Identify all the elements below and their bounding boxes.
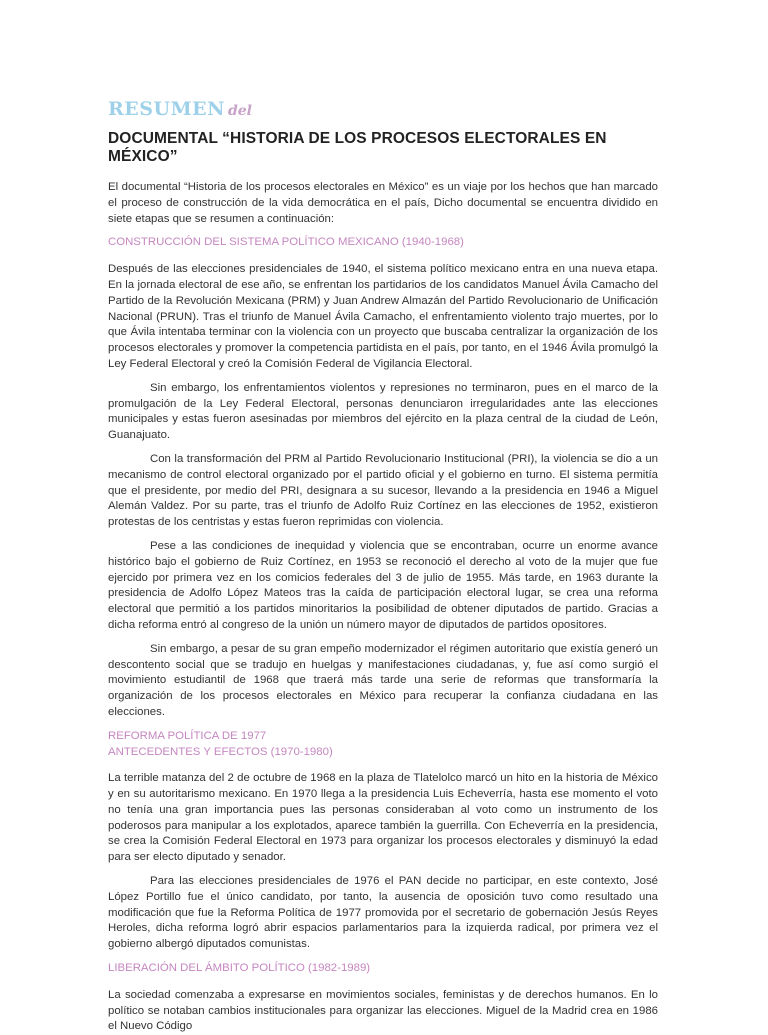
section-heading-3: LIBERACIÓN DEL ÁMBITO POLÍTICO (1982-1989) xyxy=(108,962,371,975)
section-heading-2-title: REFORMA POLÍTICA DE 1977 xyxy=(108,729,267,742)
paragraph: La terrible matanza del 2 de octubre de 1968 en la plaza de Tlatelolco marcó un hito en la historia de México y en su autoritarismo mexicano. En 1970 llega a la presidencia Luis Echeverría, hasta ese momento el voto no tenía una gran importancia pues las personas consideraban al voto como un instrumento de los poderosos para manipular a los explotados, aparece también la guerrilla. Con Echeverría en la presidencia, se crea la Comisión Federal Electoral en 1973 para organizar los procesos electorales y disminuyó la edad para ser electo diputado y senador. xyxy=(108,772,658,864)
paragraph: Pese a las condiciones de inequidad y violencia que se encontraban, ocurre un enorme avance histórico bajo el gobierno de Ruiz Cortínez, en 1953 se reconoció el derecho al voto de la mujer que fue ejercido por primera vez en los comicios federales del 3 de julio de 1955. Más tarde, en 1963 durante la presidencia de Adolfo López Mateos tras la caída de participación electoral lugar, se crea una reforma electoral que permitió a los partidos minoritarios la posibilidad de obtener diputados de partido. Gracias a dicha reforma entró al congreso de la unión un número mayor de diputados de partidos opositores. xyxy=(108,539,658,631)
paragraph: Con la transformación del PRM al Partido Revolucionario Institucional (PRI), la violencia se dio a un mecanismo de control electoral organizado por el partido oficial y el gobierno en turno. El sistema permitía que el presidente, por medio del PRI, designara a su sucesor, llevando a la presidencia en 1946 a Miguel Alemán Valdez. Por su parte, tras el triunfo de Adolfo Ruiz Cortínez en las elecciones de 1952, existieron protestas de los centristas y estas fueron reprimidas con violencia. xyxy=(108,452,658,529)
paragraph: La sociedad comenzaba a expresarse en movimientos sociales, feministas y de derechos humanos. En lo político se notaban cambios institucionales para organizar las elecciones. Miguel de la Madrid crea en 1986 el Nuevo Código xyxy=(108,988,658,1033)
paragraph: Para las elecciones presidenciales de 1976 el PAN decide no participar, en este contexto, José López Portillo fue el único candidato, por tanto, la ausencia de oposición tuvo como resultado una modificación que fue la Reforma Política de 1977 promovida por el secretario de gobernación Jesús Reyes Heroles, dicha reforma logró abrir espacios parlamentarios para la izquierda radical, por primera vez el gobierno albergó diputados comunistas. xyxy=(108,875,658,951)
intro-paragraph: El documental “Historia de los procesos electorales en México” es un viaje por los hechos que han marcado el proceso de construcción de la vida democrática en el país, Dicho documental se encuentra dividido en siete etapas que se resumen a continuación: xyxy=(108,181,658,225)
del-word: del xyxy=(227,103,252,119)
paragraph: Después de las elecciones presidenciales de 1940, el sistema político mexicano entra en una nueva etapa. En la jornada electoral de ese año, se enfrentan los partidarios de los candidatos Manuel Ávila Camacho del Partido de la Revolución Mexicana (PRM) y Juan Andrew Almazán del Partido Revolucionario de Unificación Nacional (PRUN). Tras el triunfo de Manuel Ávila Camacho, el enfrentamiento violento trajo muertes, por lo que Ávila intentaba terminar con la violencia con un proyecto que buscaba centralizar la organización de los procesos electorales y promover la competencia partidista en el país, por tanto, en el 1946 Ávila promulgó la Ley Federal Electoral y creó la Comisión Federal de Vigilancia Electoral. xyxy=(108,263,658,370)
document-title: DOCUMENTAL “HISTORIA DE LOS PROCESOS ELECTORALES EN MÉXICO” xyxy=(108,130,607,165)
section-heading-2 xyxy=(108,729,658,761)
section-heading-1: CONSTRUCCIÓN DEL SISTEMA POLÍTICO MEXICANO (1940-1968) xyxy=(108,236,464,249)
section-heading-2-subtitle: ANTECEDENTES Y EFECTOS (1970-1980) xyxy=(108,745,333,758)
resumen-header xyxy=(108,96,658,120)
paragraph: Sin embargo, los enfrentamientos violentos y represiones no terminaron, pues en el marco de la promulgación de la Ley Federal Electoral, personas denunciaron irregularidades ante las elecciones municipales y estas fueron asesinadas por miembros del ejército en la plaza central de la ciudad de León, Guanajuato. xyxy=(108,381,658,442)
paragraph: Sin embargo, a pesar de su gran empeño modernizador el régimen autoritario que existía generó un descontento social que se tradujo en huelgas y manifestaciones ciudadanas, y, fue así como surgió el movimiento estudiantil de 1968 que traerá más tarde una serie de reformas que transformaría la organización de los procesos electorales en México para recuperar la confianza ciudadana en las elecciones. xyxy=(108,642,658,718)
resumen-word: RESUMEN xyxy=(108,98,225,120)
